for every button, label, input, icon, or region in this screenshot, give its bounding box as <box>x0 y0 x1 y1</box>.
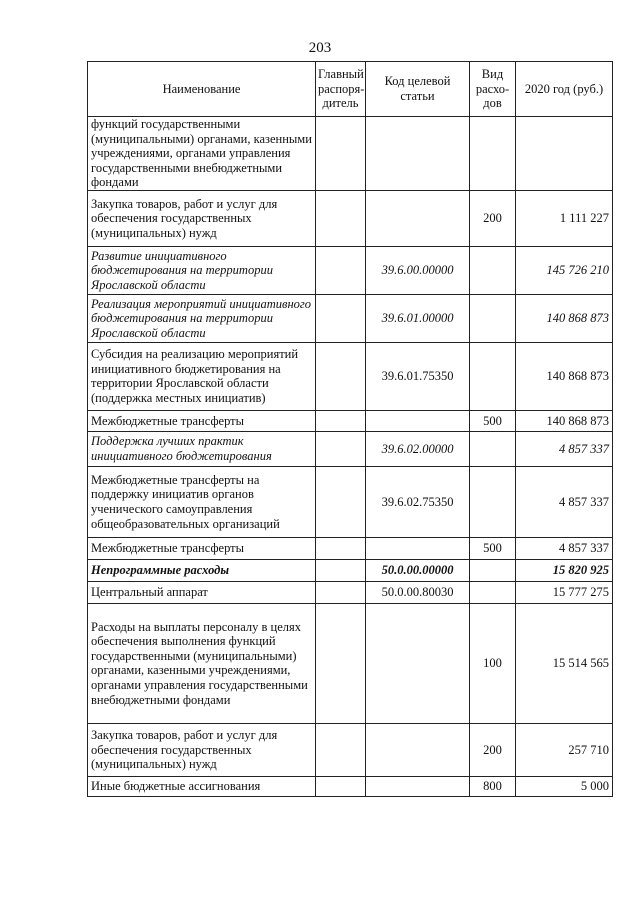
row-type-cell: 200 <box>470 190 516 246</box>
row-name-cell: Непрограммные расходы <box>88 559 316 581</box>
row-code-cell: 50.0.00.80030 <box>366 581 470 603</box>
row-name-cell: Поддержка лучших практик инициативного бюджетирования <box>88 431 316 466</box>
table-row <box>88 246 613 294</box>
table-row <box>88 581 613 603</box>
row-name-cell: Межбюджетные трансферты <box>88 537 316 559</box>
row-admin-cell <box>316 294 366 342</box>
header-code: Код целевой статьи <box>366 62 470 117</box>
row-amount-cell: 1 111 227 <box>516 190 613 246</box>
row-name-cell: Закупка товаров, работ и услуг для обеспечения государственных (муниципальных) нужд <box>88 190 316 246</box>
row-code-cell: 39.6.01.75350 <box>366 342 470 410</box>
header-name: Наименование <box>88 62 316 117</box>
row-admin-cell <box>316 190 366 246</box>
row-type-cell <box>470 581 516 603</box>
row-name-cell: Центральный аппарат <box>88 581 316 603</box>
row-code-cell: 39.6.02.75350 <box>366 466 470 537</box>
row-amount-cell <box>516 117 613 191</box>
budget-table <box>87 61 613 797</box>
row-code-cell: 39.6.00.00000 <box>366 246 470 294</box>
row-admin-cell <box>316 723 366 776</box>
table-row <box>88 559 613 581</box>
row-type-cell <box>470 294 516 342</box>
row-code-cell: 39.6.01.00000 <box>366 294 470 342</box>
row-name-cell: Межбюджетные трансферты <box>88 410 316 431</box>
row-amount-cell: 15 820 925 <box>516 559 613 581</box>
row-type-cell: 100 <box>470 603 516 723</box>
table-row <box>88 294 613 342</box>
row-admin-cell <box>316 117 366 191</box>
table-row <box>88 117 613 191</box>
row-name-cell: Закупка товаров, работ и услуг для обеспечения государственных (муниципальных) нужд <box>88 723 316 776</box>
row-amount-cell: 15 514 565 <box>516 603 613 723</box>
table-row <box>88 190 613 246</box>
row-admin-cell <box>316 537 366 559</box>
row-code-cell <box>366 117 470 191</box>
table-row <box>88 410 613 431</box>
row-name-cell: функций государственными (муниципальными) органами, казенными учреждениями, органами управления государственными внебюджетными фондами <box>88 117 316 191</box>
row-admin-cell <box>316 410 366 431</box>
row-type-cell <box>470 559 516 581</box>
table-row <box>88 603 613 723</box>
row-name-cell: Реализация мероприятий инициативного бюджетирования на территории Ярославской области <box>88 294 316 342</box>
row-type-cell <box>470 431 516 466</box>
row-code-cell <box>366 190 470 246</box>
row-code-cell <box>366 537 470 559</box>
row-type-cell: 500 <box>470 537 516 559</box>
row-admin-cell <box>316 342 366 410</box>
row-admin-cell <box>316 466 366 537</box>
table-body <box>88 117 613 797</box>
row-type-cell: 500 <box>470 410 516 431</box>
row-name-cell: Иные бюджетные ассигнования <box>88 776 316 796</box>
row-name-cell: Развитие инициативного бюджетирования на территории Ярославской области <box>88 246 316 294</box>
table-row <box>88 431 613 466</box>
row-name-cell: Субсидия на реализацию мероприятий инициативного бюджетирования на территории Ярославской области (поддержка местных инициатив) <box>88 342 316 410</box>
row-code-cell <box>366 410 470 431</box>
table-row <box>88 723 613 776</box>
row-name-cell: Межбюджетные трансферты на поддержку инициатив органов ученического самоуправления общеобразовательных организаций <box>88 466 316 537</box>
row-amount-cell: 4 857 337 <box>516 431 613 466</box>
row-amount-cell: 257 710 <box>516 723 613 776</box>
row-admin-cell <box>316 581 366 603</box>
page-number: 203 <box>308 40 332 56</box>
table-row <box>88 342 613 410</box>
table-header-row <box>88 62 613 117</box>
header-admin: Главный распоря-дитель <box>316 62 366 117</box>
table-row <box>88 776 613 796</box>
row-admin-cell <box>316 776 366 796</box>
row-code-cell <box>366 603 470 723</box>
row-type-cell <box>470 466 516 537</box>
table-row <box>88 466 613 537</box>
row-amount-cell: 140 868 873 <box>516 294 613 342</box>
row-amount-cell: 5 000 <box>516 776 613 796</box>
row-amount-cell: 4 857 337 <box>516 466 613 537</box>
row-admin-cell <box>316 603 366 723</box>
row-code-cell <box>366 776 470 796</box>
row-admin-cell <box>316 246 366 294</box>
row-type-cell: 800 <box>470 776 516 796</box>
row-amount-cell: 140 868 873 <box>516 342 613 410</box>
table-row <box>88 537 613 559</box>
row-type-cell <box>470 342 516 410</box>
row-admin-cell <box>316 559 366 581</box>
row-type-cell: 200 <box>470 723 516 776</box>
row-name-cell: Расходы на выплаты персоналу в целях обеспечения выполнения функций государственными (муниципальными) органами, казенными учреждениями, органами управления государственными внебюджетными фондами <box>88 603 316 723</box>
row-code-cell: 50.0.00.00000 <box>366 559 470 581</box>
row-amount-cell: 4 857 337 <box>516 537 613 559</box>
row-code-cell: 39.6.02.00000 <box>366 431 470 466</box>
row-type-cell <box>470 246 516 294</box>
row-amount-cell: 140 868 873 <box>516 410 613 431</box>
row-amount-cell: 15 777 275 <box>516 581 613 603</box>
header-amount: 2020 год (руб.) <box>516 62 613 117</box>
header-type: Вид расхо-дов <box>470 62 516 117</box>
row-admin-cell <box>316 431 366 466</box>
row-amount-cell: 145 726 210 <box>516 246 613 294</box>
row-code-cell <box>366 723 470 776</box>
row-type-cell <box>470 117 516 191</box>
